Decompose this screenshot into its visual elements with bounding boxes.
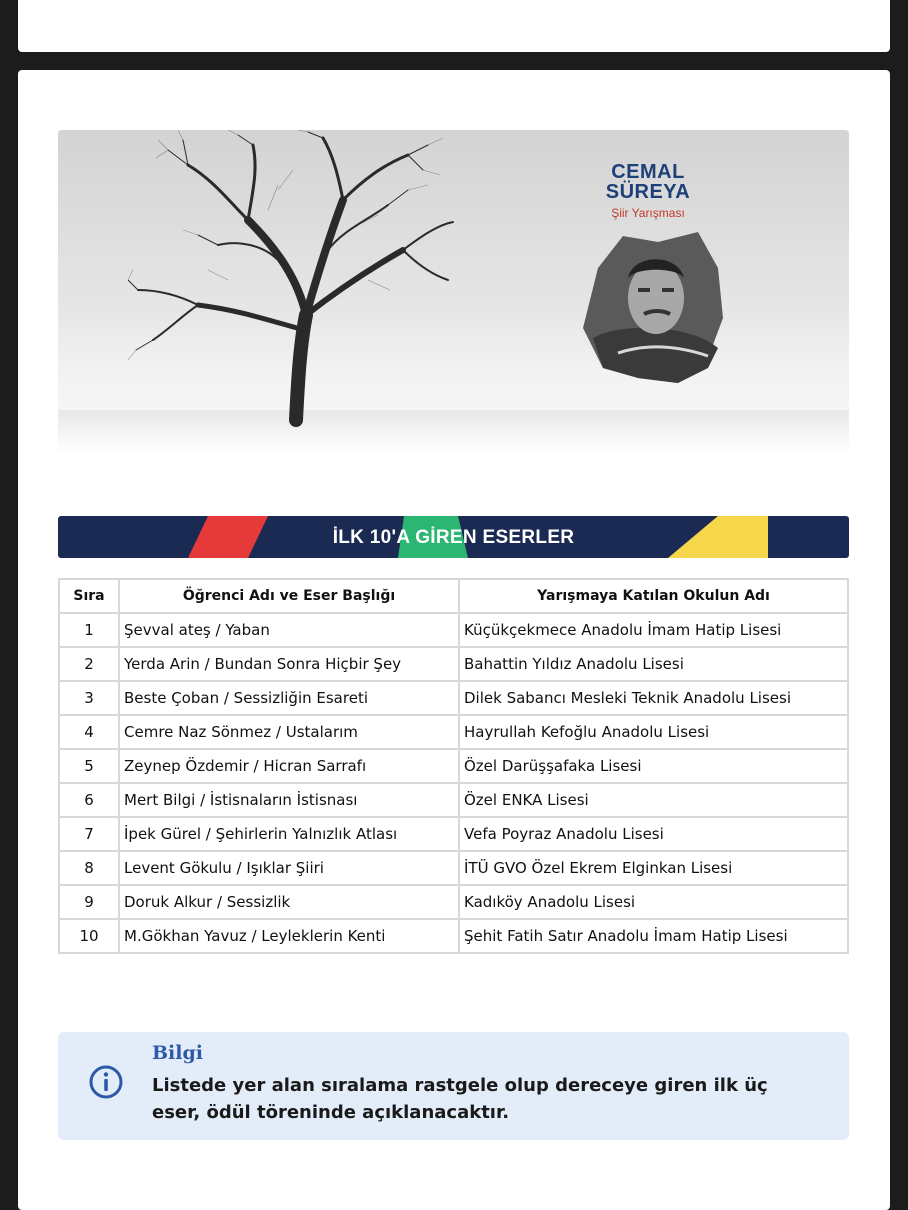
info-callout	[58, 1032, 849, 1140]
table-row	[59, 613, 848, 647]
student-work-cell: Şevval ateş / Yaban	[119, 613, 459, 647]
results-table	[58, 578, 849, 954]
rank-cell: 10	[59, 919, 119, 953]
info-text: Listede yer alan sıralama rastgele olup dereceye giren ilk üç eser, ödül töreninde açıklanacaktır.	[152, 1075, 768, 1123]
student-work-cell: M.Gökhan Yavuz / Leyleklerin Kenti	[119, 919, 459, 953]
rank-cell: 6	[59, 783, 119, 817]
poet-portrait	[578, 228, 728, 388]
info-title: Bilgi	[152, 1042, 203, 1064]
table-row	[59, 851, 848, 885]
school-cell: Vefa Poyraz Anadolu Lisesi	[459, 817, 848, 851]
school-cell: İTÜ GVO Özel Ekrem Elginkan Lisesi	[459, 851, 848, 885]
rank-cell: 7	[59, 817, 119, 851]
school-cell: Bahattin Yıldız Anadolu Lisesi	[459, 647, 848, 681]
school-cell: Şehit Fatih Satır Anadolu İmam Hatip Lisesi	[459, 919, 848, 953]
section-header	[58, 516, 849, 558]
top-card	[18, 0, 890, 52]
school-cell: Küçükçekmece Anadolu İmam Hatip Lisesi	[459, 613, 848, 647]
banner-title-line1: CEMAL	[611, 161, 685, 183]
column-header-student-work: Öğrenci Adı ve Eser Başlığı	[119, 579, 459, 613]
banner-subtitle: Şiir Yarışması	[611, 206, 685, 220]
school-cell: Kadıköy Anadolu Lisesi	[459, 885, 848, 919]
table-row	[59, 715, 848, 749]
student-work-cell: Yerda Arin / Bundan Sonra Hiçbir Şey	[119, 647, 459, 681]
banner-title-line2: SÜREYA	[605, 181, 691, 203]
table-row	[59, 885, 848, 919]
rank-cell: 2	[59, 647, 119, 681]
info-circle-icon	[88, 1064, 124, 1100]
school-cell: Özel Darüşşafaka Lisesi	[459, 749, 848, 783]
rank-cell: 5	[59, 749, 119, 783]
table-row	[59, 647, 848, 681]
section-title: İLK 10'A GİREN ESERLER	[332, 527, 575, 548]
competition-banner	[58, 130, 849, 454]
rank-cell: 9	[59, 885, 119, 919]
table-row	[59, 681, 848, 715]
student-work-cell: İpek Gürel / Şehirlerin Yalnızlık Atlası	[119, 817, 459, 851]
student-work-cell: Zeynep Özdemir / Hicran Sarrafı	[119, 749, 459, 783]
winter-tree-illustration	[128, 130, 458, 430]
rank-cell: 3	[59, 681, 119, 715]
table-row	[59, 783, 848, 817]
table-row	[59, 817, 848, 851]
student-work-cell: Cemre Naz Sönmez / Ustalarım	[119, 715, 459, 749]
student-work-cell: Beste Çoban / Sessizliğin Esareti	[119, 681, 459, 715]
student-work-cell: Levent Gökulu / Işıklar Şiiri	[119, 851, 459, 885]
column-header-school: Yarışmaya Katılan Okulun Adı	[459, 579, 848, 613]
rank-cell: 1	[59, 613, 119, 647]
rank-cell: 4	[59, 715, 119, 749]
rank-cell: 8	[59, 851, 119, 885]
table-row	[59, 919, 848, 953]
column-header-rank: Sıra	[59, 579, 119, 613]
banner-title	[578, 162, 718, 202]
table-header-row	[59, 579, 848, 613]
student-work-cell: Mert Bilgi / İstisnaların İstisnası	[119, 783, 459, 817]
table-row	[59, 749, 848, 783]
school-cell: Dilek Sabancı Mesleki Teknik Anadolu Lisesi	[459, 681, 848, 715]
school-cell: Özel ENKA Lisesi	[459, 783, 848, 817]
article-card	[18, 70, 890, 1210]
student-work-cell: Doruk Alkur / Sessizlik	[119, 885, 459, 919]
school-cell: Hayrullah Kefoğlu Anadolu Lisesi	[459, 715, 848, 749]
